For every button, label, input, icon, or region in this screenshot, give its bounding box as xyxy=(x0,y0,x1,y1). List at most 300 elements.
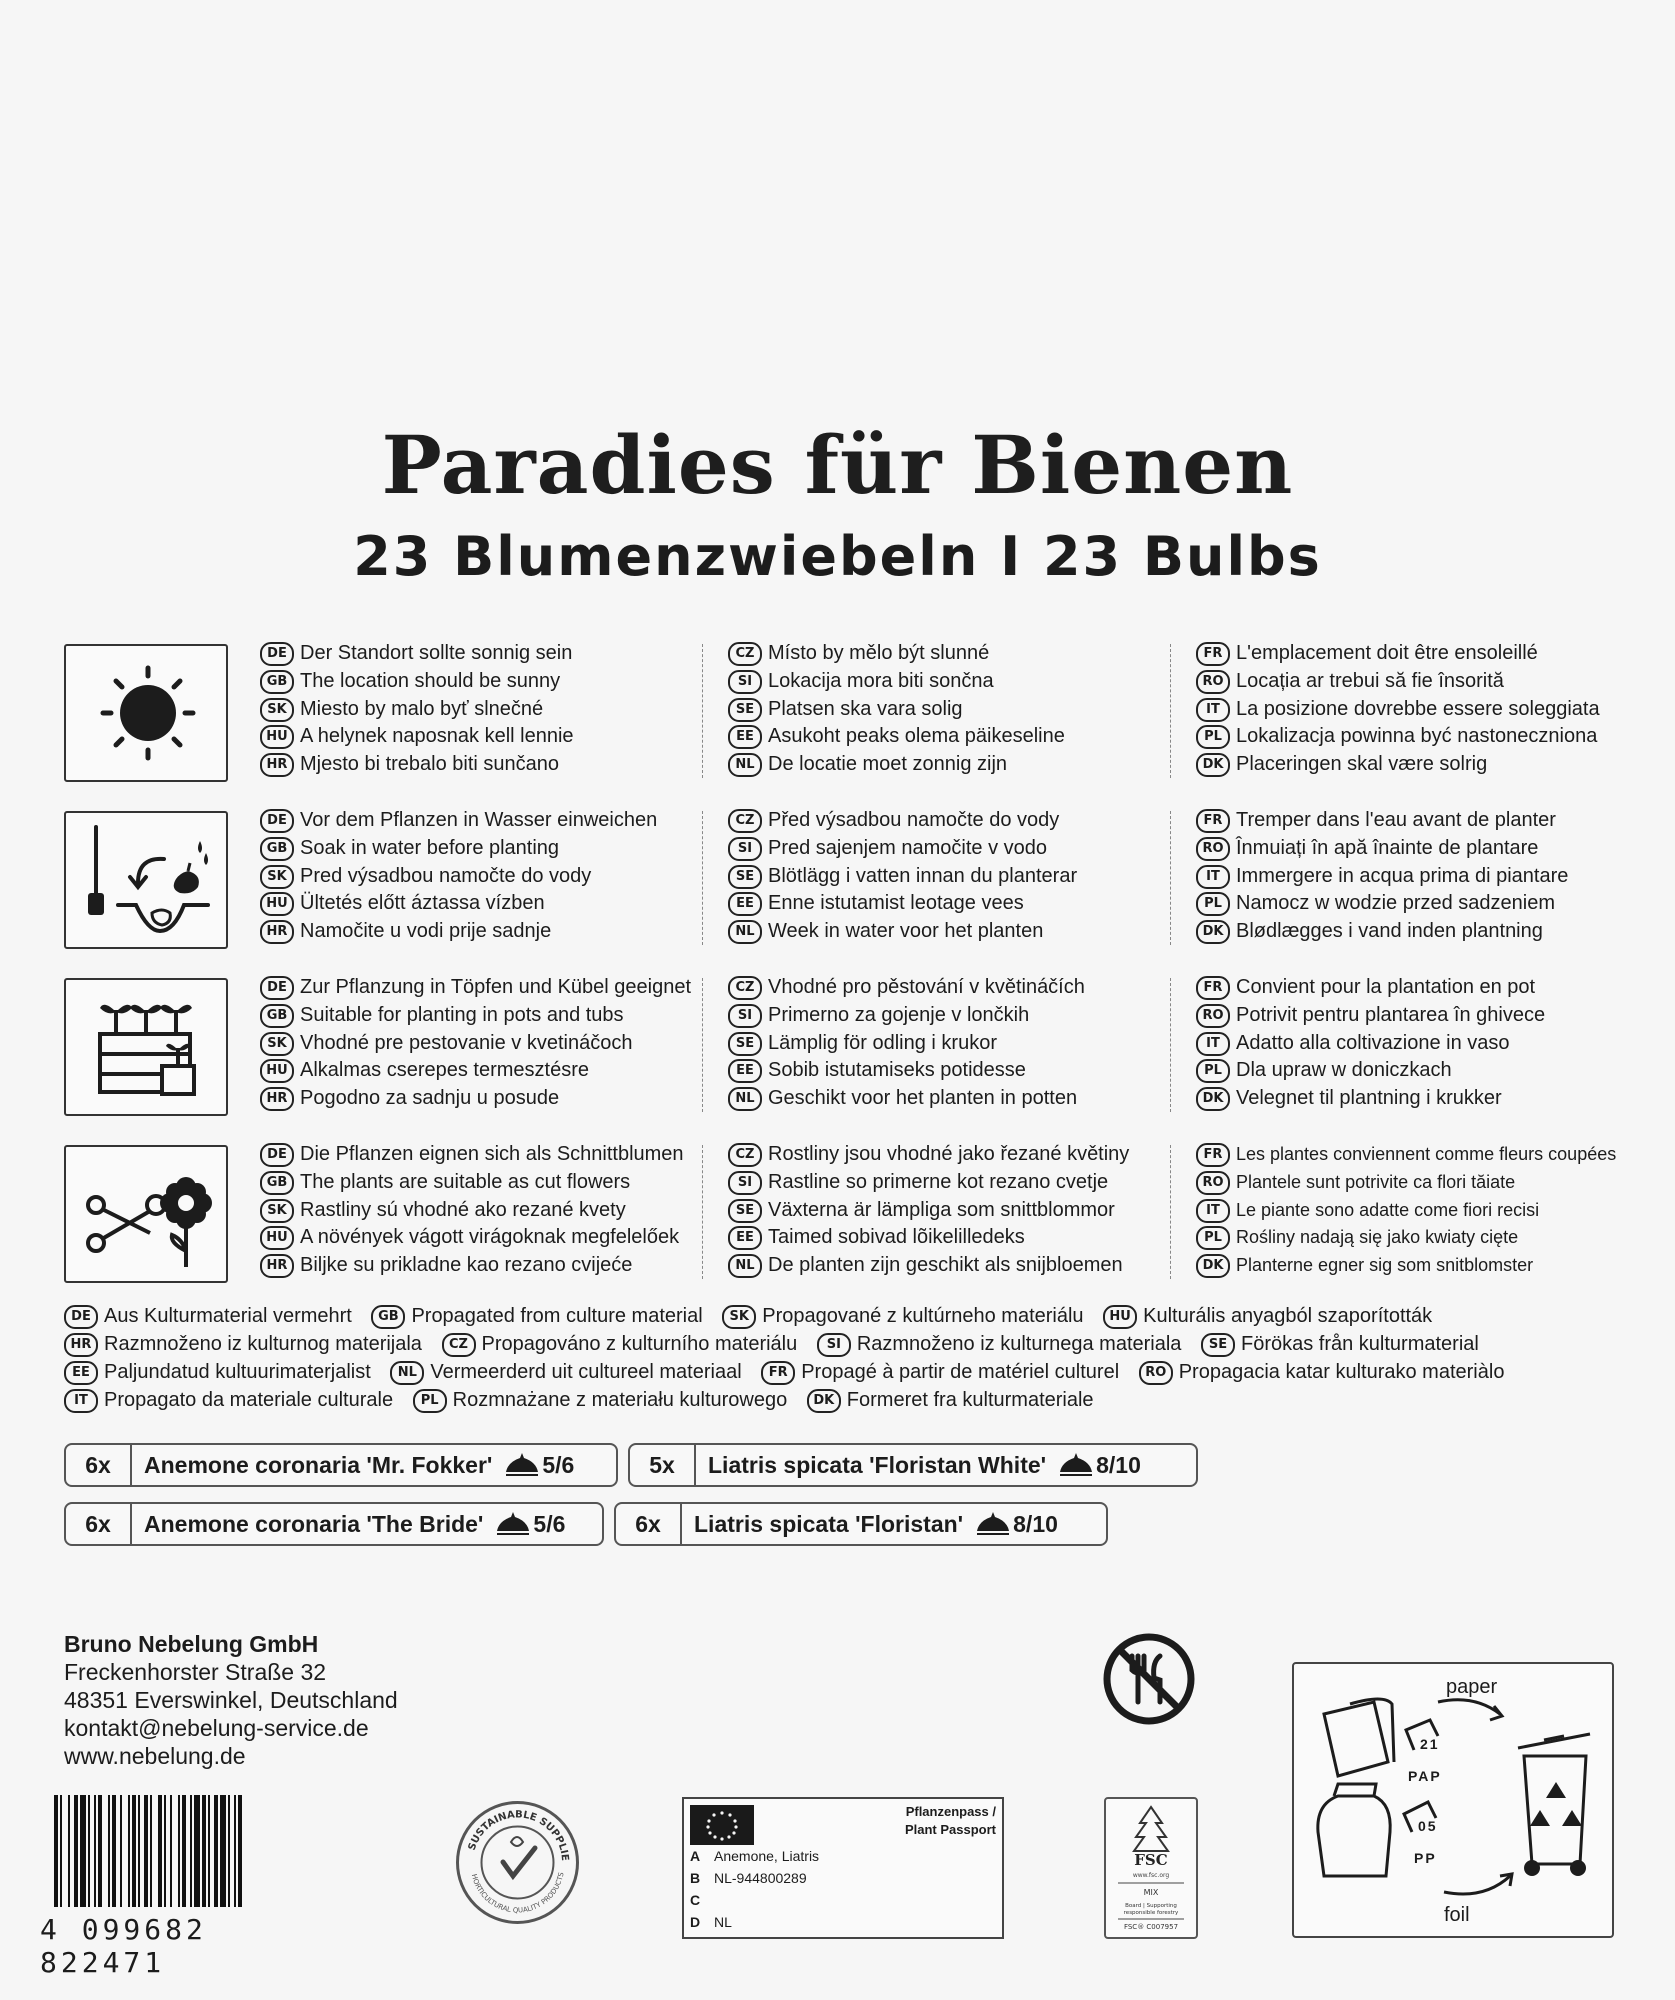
barcode-bar xyxy=(94,1795,96,1907)
culture-entry xyxy=(442,1333,798,1355)
fsc-text: FSC xyxy=(1134,1851,1168,1869)
bulb-size-icon xyxy=(502,1450,542,1480)
barcode-bar xyxy=(108,1795,110,1907)
lang-text: Propagováno z kulturního materiálu xyxy=(481,1333,798,1355)
lang-badge: NL xyxy=(728,753,762,777)
lang-badge: IT xyxy=(1196,1032,1230,1056)
page-subtitle: 23 Blumenzwiebeln I 23 Bulbs xyxy=(353,525,1322,588)
not-food-icon xyxy=(1102,1632,1196,1726)
bulb-size-icon xyxy=(493,1509,533,1539)
column-divider xyxy=(1170,811,1172,945)
recycling-bin-icon xyxy=(1524,1756,1586,1864)
lang-badge: RO xyxy=(1196,670,1230,694)
lang-line xyxy=(260,807,657,835)
lang-badge: SI xyxy=(728,1171,762,1195)
lang-line xyxy=(728,1141,1129,1169)
lang-text: Der Standort sollte sonnig sein xyxy=(300,642,573,664)
lang-text: Mjesto bi trebalo biti sunčano xyxy=(300,753,560,776)
lang-text: Ültetés előtt áztassa vízben xyxy=(300,892,545,915)
lang-text: Rozmnażane z materiału kulturowego xyxy=(452,1389,788,1411)
lang-text: Rastline so primerne kot rezano cvetje xyxy=(768,1170,1109,1193)
barcode-bar xyxy=(144,1795,148,1907)
culture-line xyxy=(64,1386,1624,1414)
barcode-bars xyxy=(40,1795,330,1913)
lang-column-2 xyxy=(728,807,1077,946)
lang-text: Adatto alla coltivazione in vaso xyxy=(1236,1031,1510,1054)
pp-number: 05 xyxy=(1418,1818,1438,1834)
lang-text: Razmnoženo iz kulturnega materiala xyxy=(856,1333,1182,1355)
passport-row xyxy=(690,1889,714,1911)
culture-entry xyxy=(64,1361,371,1383)
lang-text: Blötlägg i vatten innan du planterar xyxy=(768,864,1078,887)
lang-column-2 xyxy=(728,974,1085,1113)
lang-line xyxy=(1196,890,1568,918)
company-name: Bruno Nebelung GmbH xyxy=(64,1631,319,1657)
barcode-bar xyxy=(68,1795,70,1907)
lang-badge: IT xyxy=(1196,698,1230,722)
lang-line xyxy=(1196,1224,1616,1252)
lang-line xyxy=(1196,918,1568,946)
lang-line xyxy=(260,751,574,779)
lang-badge: DE xyxy=(64,1305,98,1329)
plant-passport xyxy=(682,1797,1004,1939)
lang-line xyxy=(728,835,1077,863)
instruction-row-pots xyxy=(64,978,1624,1114)
lang-text: A növények vágott virágoknak megfelelőek xyxy=(300,1226,680,1249)
lang-text: Tremper dans l'eau avant de planter xyxy=(1236,809,1556,831)
lang-column-3 xyxy=(1196,640,1600,779)
lang-badge: GB xyxy=(260,1171,294,1195)
lang-text: Aus Kulturmaterial vermehrt xyxy=(104,1305,352,1327)
barcode-bar xyxy=(88,1795,90,1907)
lang-line xyxy=(260,668,574,696)
lang-text: Místo by mělo být slunné xyxy=(768,642,990,664)
barcode-bar xyxy=(80,1795,86,1907)
lang-line xyxy=(260,918,657,946)
lang-badge: CZ xyxy=(442,1333,476,1357)
lang-line xyxy=(260,696,574,724)
recycling-panel xyxy=(1292,1662,1614,1938)
variety-quantity: 6x xyxy=(66,1504,132,1544)
lang-badge: SK xyxy=(722,1305,756,1329)
lang-text: Razmnoženo iz kulturnog materijala xyxy=(104,1333,422,1355)
passport-key: B xyxy=(690,1870,701,1886)
lang-text: Week in water voor het planten xyxy=(768,920,1044,943)
lang-badge: HR xyxy=(64,1333,98,1357)
lang-text: Rośliny nadają się jako kwiaty cięte xyxy=(1236,1227,1519,1248)
lang-badge: GB xyxy=(260,837,294,861)
lang-badge: HR xyxy=(260,753,294,777)
seal-top-text: SUSTAINABLE SUPPLIE xyxy=(466,1809,571,1862)
cut-flower-icon xyxy=(64,1145,228,1283)
lang-badge: DK xyxy=(1196,1087,1230,1111)
lang-text: Les plantes conviennent comme fleurs coupées xyxy=(1236,1144,1617,1164)
lang-line xyxy=(728,974,1085,1002)
lang-text: The plants are suitable as cut flowers xyxy=(300,1170,631,1193)
lang-column-3 xyxy=(1196,1141,1616,1280)
lang-badge: SE xyxy=(728,865,762,889)
lang-line xyxy=(260,1252,684,1280)
lang-text: Paljundatud kultuurimaterjalist xyxy=(104,1361,371,1383)
lang-text: Biljke su prikladne kao rezano cvijeće xyxy=(300,1254,633,1277)
lang-text: Propagated from culture material xyxy=(411,1305,703,1327)
lang-text: Alkalmas cserepes termesztésre xyxy=(300,1059,589,1082)
fsc-claim: Board | Supporting xyxy=(1125,1903,1177,1909)
lang-badge: DE xyxy=(260,1143,294,1167)
barcode-bar xyxy=(132,1795,136,1907)
culture-entry xyxy=(807,1389,1094,1411)
column-divider xyxy=(702,978,704,1112)
lang-badge: FR xyxy=(1196,1143,1230,1167)
lang-column-1 xyxy=(260,974,691,1113)
lang-text: Zur Pflanzung in Töpfen und Kübel geeignet xyxy=(300,976,692,998)
lang-badge: DK xyxy=(1196,920,1230,944)
lang-text: Planterne egner sig som snitblomster xyxy=(1236,1255,1534,1276)
barcode xyxy=(40,1795,330,1979)
recycle-symbol-icon xyxy=(1530,1782,1582,1826)
lang-line xyxy=(260,890,657,918)
lang-line xyxy=(260,1197,684,1225)
lang-text: Rastliny sú vhodné ako rezané kvety xyxy=(300,1198,626,1221)
passport-value: NL xyxy=(714,1914,732,1930)
passport-key: D xyxy=(690,1914,701,1930)
culture-entry xyxy=(1201,1333,1479,1355)
lang-text: Kulturális anyagból szaporították xyxy=(1143,1305,1433,1327)
lang-badge: IT xyxy=(64,1389,98,1413)
lang-text: De locatie moet zonnig zijn xyxy=(768,753,1008,776)
fsc-label xyxy=(1104,1797,1198,1939)
lang-badge: SE xyxy=(728,698,762,722)
lang-line xyxy=(728,723,1065,751)
lang-text: The location should be sunny xyxy=(300,669,561,692)
lang-column-3 xyxy=(1196,807,1568,946)
lang-text: Lokacija mora biti sončna xyxy=(768,669,994,692)
lang-line xyxy=(728,696,1065,724)
sun-icon xyxy=(64,644,228,782)
lang-line xyxy=(728,1057,1085,1085)
lang-badge: IT xyxy=(1196,1199,1230,1223)
variety-name: Liatris spicata 'Floristan' xyxy=(694,1510,964,1537)
lang-line xyxy=(1196,1197,1616,1225)
lang-badge: HR xyxy=(260,920,294,944)
lang-badge: NL xyxy=(728,920,762,944)
lang-text: Propagacia katar kulturako materiàlo xyxy=(1178,1361,1505,1383)
variety-box xyxy=(628,1443,1198,1487)
lang-line xyxy=(728,668,1065,696)
lang-text: Platsen ska vara solig xyxy=(768,697,963,720)
lang-text: Propagato da materiale culturale xyxy=(104,1389,394,1411)
lang-text: Geschikt voor het planten in potten xyxy=(768,1087,1078,1110)
lang-line xyxy=(1196,1057,1545,1085)
lang-badge: SE xyxy=(728,1032,762,1056)
culture-entry xyxy=(390,1361,741,1383)
lang-line xyxy=(1196,974,1545,1002)
instruction-row-soak xyxy=(64,811,1624,947)
lang-text: Pred sajenjem namočite v vodo xyxy=(768,836,1048,859)
lang-line xyxy=(728,1169,1129,1197)
lang-text: Asukoht peaks olema päikeseline xyxy=(768,725,1065,748)
lang-line xyxy=(1196,668,1600,696)
planter-pot-icon xyxy=(64,978,228,1116)
lang-text: Dla upraw w doniczkach xyxy=(1236,1059,1452,1082)
lang-badge: DK xyxy=(1196,1254,1230,1278)
lang-badge: HU xyxy=(260,892,294,916)
lang-text: Lämplig för odling i krukor xyxy=(768,1031,997,1054)
lang-text: Vhodné pro pěstování v květináčích xyxy=(768,976,1085,998)
variety-quantity: 5x xyxy=(630,1445,696,1485)
lang-text: Växterna är lämpliga som snittblommor xyxy=(768,1198,1115,1221)
column-divider xyxy=(702,1145,704,1279)
address-city: 48351 Everswinkel, Deutschland xyxy=(64,1687,398,1713)
lang-line xyxy=(260,723,574,751)
lang-line xyxy=(260,835,657,863)
lang-text: Placeringen skal være solrig xyxy=(1236,753,1488,776)
lang-badge: GB xyxy=(260,1004,294,1028)
barcode-bar xyxy=(128,1795,130,1907)
pp-code: PP xyxy=(1414,1850,1437,1866)
barcode-bar xyxy=(112,1795,116,1907)
page-title: Paradies für Bienen xyxy=(381,418,1294,512)
lang-badge: EE xyxy=(728,892,762,916)
soak-bulb-icon xyxy=(64,811,228,949)
lang-line xyxy=(260,1057,691,1085)
variety-bulb-size: 5/6 xyxy=(542,1451,575,1478)
culture-material-block xyxy=(64,1302,1624,1414)
lang-column-1 xyxy=(260,640,574,779)
lang-line xyxy=(260,1085,691,1113)
lang-badge: CZ xyxy=(728,1143,762,1167)
lang-badge: DK xyxy=(807,1389,841,1413)
lang-badge: NL xyxy=(728,1087,762,1111)
barcode-bar xyxy=(98,1795,102,1907)
lang-badge: PL xyxy=(413,1389,447,1413)
lang-line xyxy=(1196,640,1600,668)
lang-line xyxy=(728,1252,1129,1280)
barcode-bar xyxy=(234,1795,236,1907)
lang-line xyxy=(260,1002,691,1030)
lang-text: Pogodno za sadnju u posude xyxy=(300,1087,560,1110)
culture-entry xyxy=(761,1361,1119,1383)
lang-text: Vhodné pre pestovanie v kvetináčoch xyxy=(300,1031,633,1054)
bulb-size-icon xyxy=(973,1509,1013,1539)
lang-line xyxy=(1196,1030,1545,1058)
variety-name: Liatris spicata 'Floristan White' xyxy=(708,1451,1047,1478)
lang-line xyxy=(728,640,1065,668)
lang-line xyxy=(1196,751,1600,779)
lang-badge: PL xyxy=(1196,892,1230,916)
lang-line xyxy=(728,1224,1129,1252)
barcode-bar xyxy=(182,1795,186,1907)
passport-key: A xyxy=(690,1848,701,1864)
lang-badge: HU xyxy=(260,1059,294,1083)
lang-badge: RO xyxy=(1139,1361,1173,1385)
column-divider xyxy=(1170,1145,1172,1279)
lang-text: Förökas från kulturmaterial xyxy=(1240,1333,1479,1355)
culture-entry xyxy=(1103,1305,1432,1327)
lang-line xyxy=(728,863,1077,891)
lang-text: Vor dem Pflanzen in Wasser einweichen xyxy=(300,809,658,831)
culture-entry xyxy=(64,1389,393,1411)
lang-badge: CZ xyxy=(728,642,762,666)
lang-line xyxy=(728,1030,1085,1058)
lang-badge: SE xyxy=(728,1199,762,1223)
variety-box xyxy=(64,1502,604,1546)
lang-badge: RO xyxy=(1196,837,1230,861)
culture-entry xyxy=(1139,1361,1505,1383)
culture-line xyxy=(64,1302,1624,1330)
lang-text: Namočite u vodi prije sadnje xyxy=(300,920,552,943)
pap-number: 21 xyxy=(1420,1736,1440,1752)
lang-line xyxy=(260,1141,684,1169)
lang-text: A helynek naposnak kell lennie xyxy=(300,725,574,748)
lang-badge: SK xyxy=(260,865,294,889)
lang-badge: PL xyxy=(1196,1059,1230,1083)
fsc-code: FSC® C007957 xyxy=(1123,1923,1179,1931)
lang-column-3 xyxy=(1196,974,1545,1113)
culture-line xyxy=(64,1358,1624,1386)
barcode-bar xyxy=(120,1795,122,1907)
lang-badge: EE xyxy=(64,1361,98,1385)
lang-line xyxy=(1196,807,1568,835)
lang-column-1 xyxy=(260,807,657,946)
culture-entry xyxy=(413,1389,788,1411)
lang-line xyxy=(260,974,691,1002)
lang-text: Formeret fra kulturmateriale xyxy=(846,1389,1094,1411)
lang-badge: HU xyxy=(260,1226,294,1250)
barcode-bar xyxy=(220,1795,226,1907)
lang-text: Plantele sunt potrivite ca flori tăiate xyxy=(1236,1171,1516,1192)
lang-line xyxy=(1196,1169,1616,1197)
lang-badge: DE xyxy=(260,976,294,1000)
passport-title xyxy=(856,1803,996,1839)
lang-text: L'emplacement doit être ensoleillé xyxy=(1236,642,1538,664)
lang-badge: FR xyxy=(761,1361,795,1385)
lang-badge: FR xyxy=(1196,809,1230,833)
lang-badge: HU xyxy=(260,725,294,749)
lang-text: Vermeerderd uit cultureel materiaal xyxy=(430,1361,742,1383)
barcode-bar xyxy=(138,1795,140,1907)
barcode-bar xyxy=(150,1795,152,1907)
lang-text: Enne istutamist leotage vees xyxy=(768,892,1024,915)
lang-badge: HU xyxy=(1103,1305,1137,1329)
passport-title-line: Pflanzenpass / xyxy=(905,1804,996,1819)
passport-row xyxy=(690,1867,807,1889)
lang-badge: SI xyxy=(728,670,762,694)
passport-title-line: Plant Passport xyxy=(904,1822,996,1837)
lang-badge: GB xyxy=(371,1305,405,1329)
column-divider xyxy=(702,811,704,945)
lang-badge: SE xyxy=(1201,1333,1235,1357)
website: www.nebelung.de xyxy=(64,1743,246,1769)
variety-bulb-size: 8/10 xyxy=(1096,1451,1141,1478)
bulb-size-icon xyxy=(1056,1450,1096,1480)
lang-line xyxy=(1196,1002,1545,1030)
lang-badge: GB xyxy=(260,670,294,694)
lang-line xyxy=(1196,863,1568,891)
lang-line xyxy=(260,640,574,668)
culture-entry xyxy=(371,1305,702,1327)
lang-text: La posizione dovrebbe essere soleggiata xyxy=(1236,697,1600,720)
foil-label: foil xyxy=(1444,1904,1470,1926)
variety-quantity: 6x xyxy=(66,1445,132,1485)
barcode-bar xyxy=(214,1795,218,1907)
lang-badge: PL xyxy=(1196,1226,1230,1250)
passport-row xyxy=(690,1845,819,1867)
lang-text: Locația ar trebui să fie însorită xyxy=(1236,669,1504,692)
lang-badge: PL xyxy=(1196,725,1230,749)
lang-text: Před výsadbou namočte do vody xyxy=(768,809,1060,831)
lang-text: Primerno za gojenje v lončkih xyxy=(768,1003,1030,1026)
pap-code: PAP xyxy=(1408,1768,1442,1784)
lang-text: Înmuiați în apă înainte de plantare xyxy=(1236,836,1539,859)
variety-box xyxy=(64,1443,618,1487)
lang-text: Velegnet til plantning i krukker xyxy=(1236,1087,1502,1110)
lang-text: Taimed sobivad lõikelilledeks xyxy=(768,1226,1025,1249)
lang-line xyxy=(728,1002,1085,1030)
culture-entry xyxy=(722,1305,1083,1327)
lang-badge: DK xyxy=(1196,753,1230,777)
lang-text: Pred výsadbou namočte do vody xyxy=(300,864,592,887)
lang-badge: SI xyxy=(817,1333,851,1357)
culture-entry xyxy=(817,1333,1182,1355)
lang-text: Blødlægges i vand inden plantning xyxy=(1236,920,1543,943)
lang-badge: SK xyxy=(260,1199,294,1223)
lang-text: Potrivit pentru plantarea în ghivece xyxy=(1236,1003,1546,1026)
barcode-bar xyxy=(170,1795,172,1907)
column-divider xyxy=(1170,644,1172,778)
foil-bag-icon xyxy=(1318,1796,1390,1876)
lang-line xyxy=(1196,1085,1545,1113)
passport-row xyxy=(690,1911,732,1933)
lang-column-2 xyxy=(728,1141,1129,1280)
fsc-tree-icon xyxy=(1134,1807,1168,1851)
lang-line xyxy=(728,918,1077,946)
lang-badge: SK xyxy=(260,1032,294,1056)
variety-name: Anemone coronaria 'Mr. Fokker' xyxy=(144,1451,493,1478)
barcode-bar xyxy=(208,1795,210,1907)
lang-line xyxy=(1196,1252,1616,1280)
column-divider xyxy=(702,644,704,778)
lang-badge: SI xyxy=(728,1004,762,1028)
lang-text: Miesto by malo byť slnečné xyxy=(300,697,544,720)
seal-bottom-text: HORTICULTURAL QUALITY PRODUCTS xyxy=(469,1871,566,1915)
sustainable-supplier-seal xyxy=(455,1800,580,1925)
lang-badge: SK xyxy=(260,698,294,722)
lang-line xyxy=(260,1224,684,1252)
lang-text: Namocz w wodzie przed sadzeniem xyxy=(1236,892,1556,915)
lang-text: Convient pour la plantation en pot xyxy=(1236,976,1536,998)
lang-badge: EE xyxy=(728,725,762,749)
lang-text: Lokalizacja powinna być nastoneczniona xyxy=(1236,725,1598,748)
fsc-claim: responsible forestry xyxy=(1123,1910,1179,1916)
culture-entry xyxy=(64,1333,422,1355)
barcode-bar xyxy=(178,1795,180,1907)
lang-badge: SI xyxy=(728,837,762,861)
lang-text: Sobib istutamiseks potidesse xyxy=(768,1059,1026,1082)
lang-line xyxy=(260,1030,691,1058)
paper-sheet-icon xyxy=(1324,1702,1388,1776)
lang-badge: EE xyxy=(728,1226,762,1250)
fsc-site: www.fsc.org xyxy=(1132,1872,1170,1879)
lang-badge: EE xyxy=(728,1059,762,1083)
lang-badge: CZ xyxy=(728,976,762,1000)
barcode-bar xyxy=(54,1795,58,1907)
lang-badge: CZ xyxy=(728,809,762,833)
lang-badge: RO xyxy=(1196,1004,1230,1028)
lang-text: Propagované z kultúrneho materiálu xyxy=(762,1305,1084,1327)
instruction-row-cut-flowers xyxy=(64,1145,1624,1281)
lang-line xyxy=(1196,696,1600,724)
